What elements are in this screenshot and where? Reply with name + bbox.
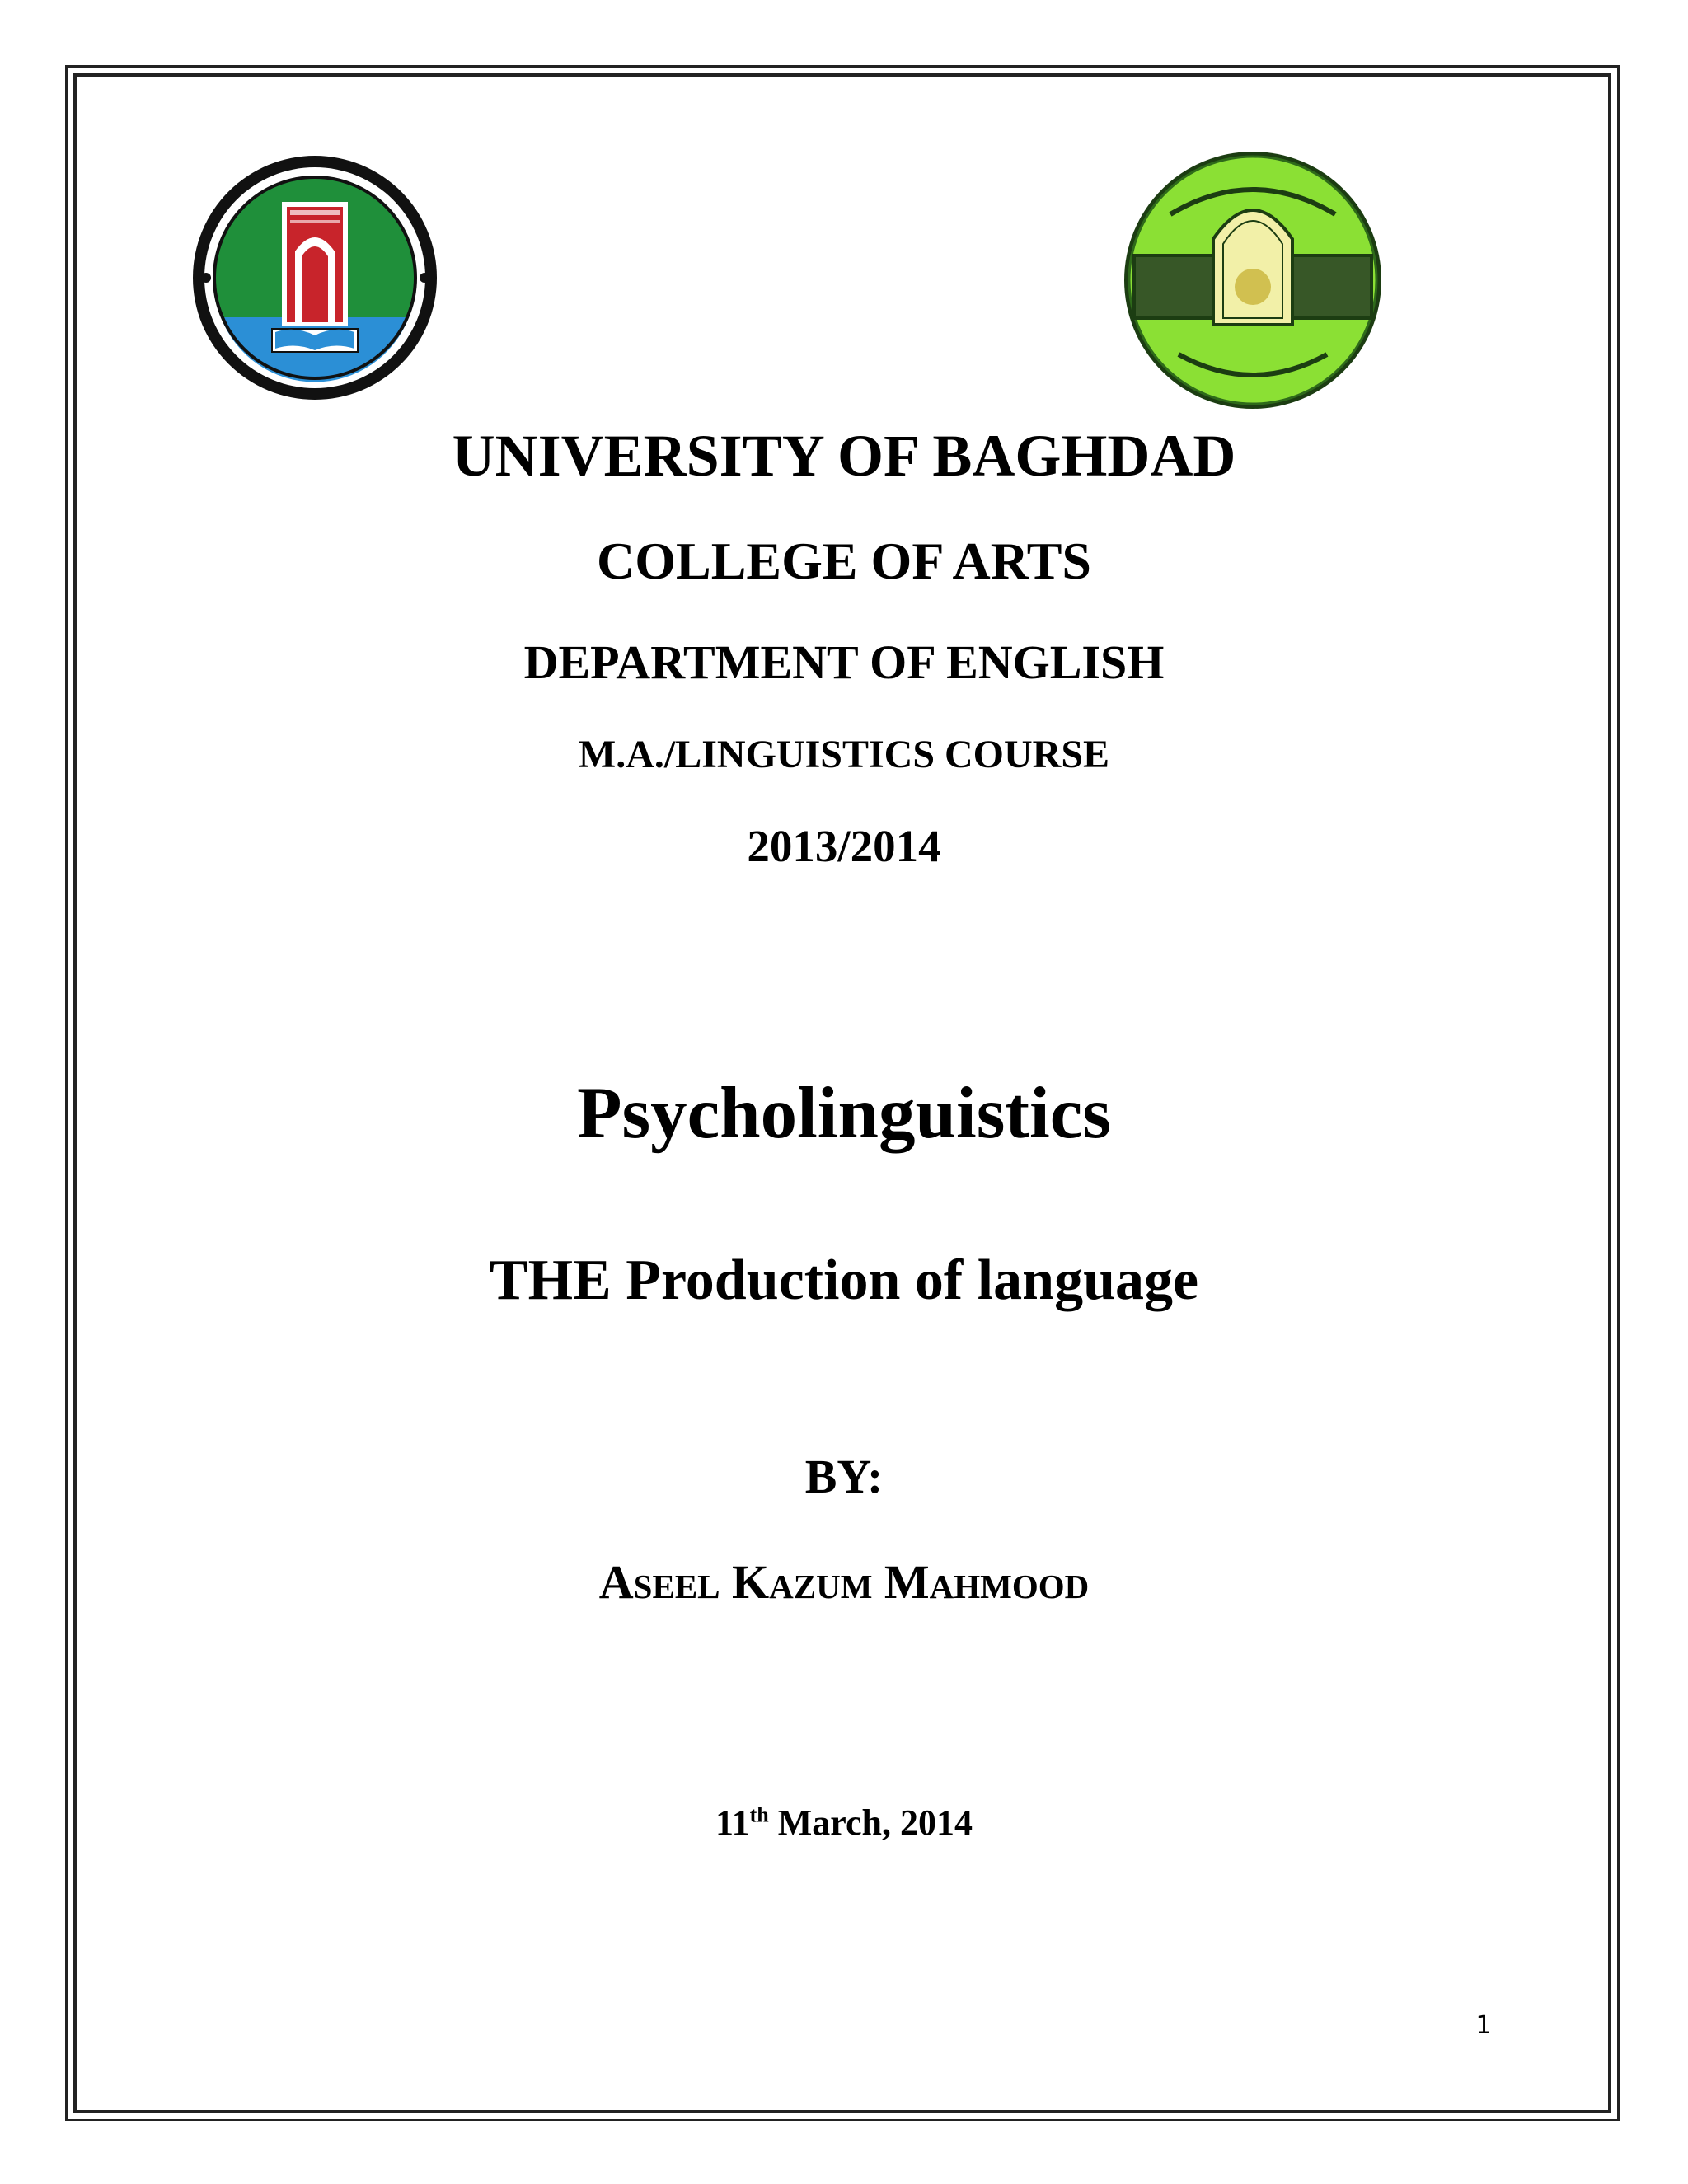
date-day: 11 (715, 1802, 750, 1843)
university-of-baghdad-seal-icon (190, 152, 441, 404)
department-name: DEPARTMENT OF ENGLISH (523, 635, 1165, 689)
college-name: COLLEGE OF ARTS (597, 532, 1091, 590)
academic-year: 2013/2014 (747, 821, 941, 871)
course-name: M.A./LINGUISTICS COURSE (578, 733, 1110, 776)
document-date (0, 1802, 1688, 1844)
university-name: UNIVERSITY OF BAGHDAD (452, 423, 1236, 489)
date-rest: March, 2014 (768, 1802, 973, 1843)
by-label: BY: (804, 1450, 884, 1503)
document-subject: Psycholinguistics (577, 1073, 1111, 1154)
date-suffix: th (749, 1802, 769, 1827)
page-number: 1 (1475, 2011, 1492, 2040)
author-name: Aseel Kazum Mahmood (598, 1555, 1090, 1609)
document-topic: THE Production of language (489, 1249, 1199, 1312)
college-of-arts-seal-icon (1121, 148, 1385, 412)
